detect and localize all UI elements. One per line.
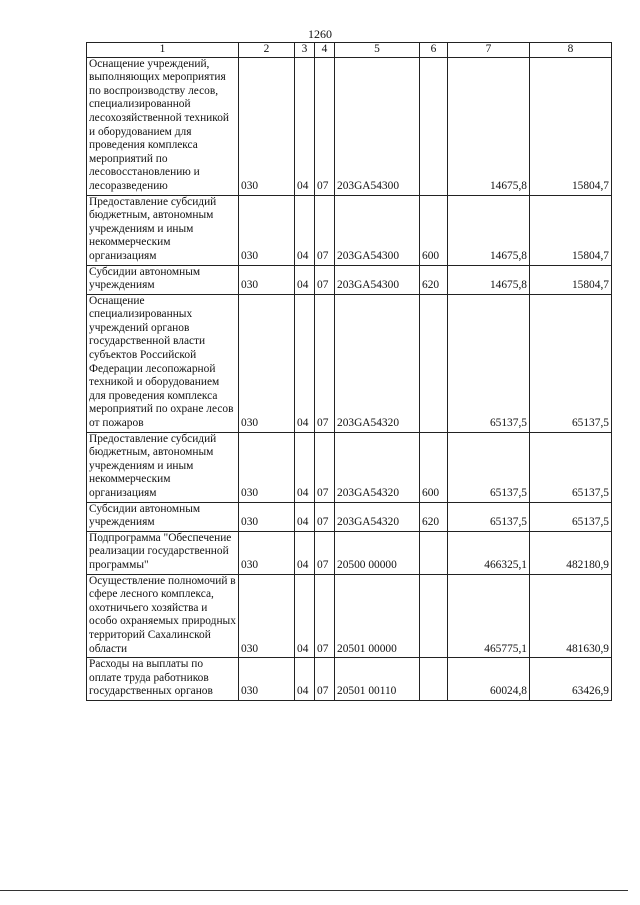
cell-subsection: 07	[315, 265, 335, 294]
cell-subsection: 07	[315, 658, 335, 701]
header-cell: 7	[448, 43, 530, 58]
cell-type: 620	[420, 502, 448, 531]
cell-code: 030	[239, 658, 295, 701]
header-row	[87, 43, 612, 58]
cell-type: 600	[420, 432, 448, 502]
cell-amount-8: 65137,5	[530, 502, 612, 531]
table-row	[87, 502, 612, 531]
cell-amount-8: 15804,7	[530, 57, 612, 195]
cell-amount-8: 65137,5	[530, 432, 612, 502]
cell-code: 030	[239, 294, 295, 432]
item-name: Субсидии автономным учреждениям	[87, 265, 239, 294]
table-row	[87, 195, 612, 265]
cell-amount-7: 65137,5	[448, 432, 530, 502]
cell-target: 20500 00000	[335, 531, 420, 574]
cell-type: 620	[420, 265, 448, 294]
cell-amount-8: 63426,9	[530, 658, 612, 701]
cell-target: 203GA54300	[335, 195, 420, 265]
header-cell: 4	[315, 43, 335, 58]
cell-target: 203GA54300	[335, 57, 420, 195]
cell-type	[420, 658, 448, 701]
cell-type	[420, 531, 448, 574]
table-row	[87, 531, 612, 574]
table-row	[87, 432, 612, 502]
cell-subsection: 07	[315, 195, 335, 265]
cell-code: 030	[239, 57, 295, 195]
item-name: Предоставление субсидий бюджетным, автономным учреждениям и иным некоммерческим организациям	[87, 432, 239, 502]
cell-amount-8: 481630,9	[530, 574, 612, 658]
cell-amount-8: 15804,7	[530, 265, 612, 294]
cell-amount-8: 65137,5	[530, 294, 612, 432]
cell-amount-7: 465775,1	[448, 574, 530, 658]
cell-target: 20501 00110	[335, 658, 420, 701]
cell-code: 030	[239, 265, 295, 294]
cell-subsection: 07	[315, 432, 335, 502]
cell-type	[420, 57, 448, 195]
cell-amount-7: 14675,8	[448, 265, 530, 294]
cell-code: 030	[239, 574, 295, 658]
table-row	[87, 574, 612, 658]
cell-amount-8: 15804,7	[530, 195, 612, 265]
cell-section: 04	[295, 195, 315, 265]
item-name: Субсидии автономным учреждениям	[87, 502, 239, 531]
item-name: Оснащение специализированных учреждений органов государственной власти субъектов Российской Федерации лесопожарной техникой и оборудованием для проведения комплекса мероприятий по охране лесов от пожаров	[87, 294, 239, 432]
cell-section: 04	[295, 294, 315, 432]
cell-type	[420, 294, 448, 432]
item-name: Предоставление субсидий бюджетным, автономным учреждениям и иным некоммерческим организациям	[87, 195, 239, 265]
page-number: 1260	[308, 27, 332, 41]
cell-code: 030	[239, 531, 295, 574]
cell-code: 030	[239, 195, 295, 265]
cell-amount-7: 14675,8	[448, 57, 530, 195]
cell-section: 04	[295, 265, 315, 294]
cell-code: 030	[239, 502, 295, 531]
cell-target: 203GA54320	[335, 294, 420, 432]
bottom-rule	[0, 890, 628, 891]
item-name: Подпрограмма "Обеспечение реализации государственной программы"	[87, 531, 239, 574]
header-cell: 6	[420, 43, 448, 58]
cell-subsection: 07	[315, 574, 335, 658]
item-name: Расходы на выплаты по оплате труда работников государственных органов	[87, 658, 239, 701]
cell-target: 203GA54320	[335, 502, 420, 531]
item-name: Оснащение учреждений, выполняющих мероприятия по воспроизводству лесов, специализированной лесохозяйственной техникой и оборудованием для проведения комплекса мероприятий по лесовосстановлению и лесоразведению	[87, 57, 239, 195]
table-row	[87, 265, 612, 294]
cell-section: 04	[295, 57, 315, 195]
table-row	[87, 57, 612, 195]
cell-section: 04	[295, 531, 315, 574]
cell-section: 04	[295, 574, 315, 658]
header-cell: 5	[335, 43, 420, 58]
cell-target: 203GA54320	[335, 432, 420, 502]
header-cell: 3	[295, 43, 315, 58]
cell-section: 04	[295, 432, 315, 502]
cell-subsection: 07	[315, 502, 335, 531]
cell-amount-7: 14675,8	[448, 195, 530, 265]
cell-section: 04	[295, 502, 315, 531]
item-name: Осуществление полномочий в сфере лесного комплекса, охотничьего хозяйства и особо охраняемых природных территорий Сахалинской области	[87, 574, 239, 658]
header-cell: 2	[239, 43, 295, 58]
cell-type	[420, 574, 448, 658]
cell-amount-7: 60024,8	[448, 658, 530, 701]
cell-section: 04	[295, 658, 315, 701]
cell-amount-7: 65137,5	[448, 502, 530, 531]
cell-amount-7: 466325,1	[448, 531, 530, 574]
budget-table	[86, 42, 612, 701]
table-row	[87, 294, 612, 432]
cell-amount-7: 65137,5	[448, 294, 530, 432]
header-cell: 1	[87, 43, 239, 58]
header-cell: 8	[530, 43, 612, 58]
cell-subsection: 07	[315, 531, 335, 574]
cell-target: 20501 00000	[335, 574, 420, 658]
table-row	[87, 658, 612, 701]
cell-type: 600	[420, 195, 448, 265]
cell-amount-8: 482180,9	[530, 531, 612, 574]
cell-target: 203GA54300	[335, 265, 420, 294]
cell-subsection: 07	[315, 57, 335, 195]
cell-subsection: 07	[315, 294, 335, 432]
cell-code: 030	[239, 432, 295, 502]
